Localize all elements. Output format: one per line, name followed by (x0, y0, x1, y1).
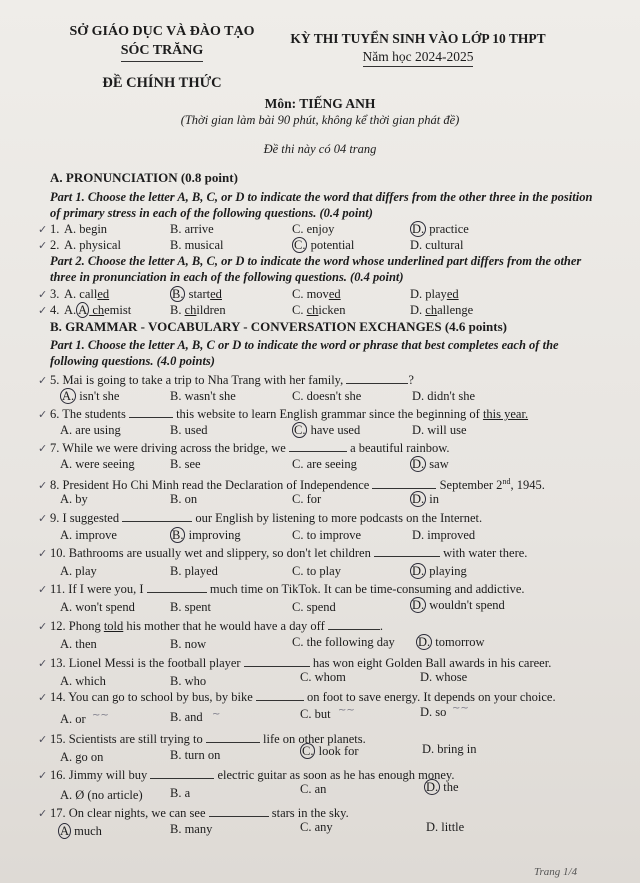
q3-option-c: C. moved (292, 287, 341, 301)
question-12: ✓ 12. Phong told his mother that he would have a day off . (38, 619, 383, 633)
check-mark-icon: ✓ (38, 289, 48, 301)
q9-option-a: A. improve (60, 528, 117, 542)
q5-option-a: A. isn't she (62, 389, 120, 403)
q12-option-d: D. tomorrow (418, 635, 485, 649)
q16-option-a: A. Ø (no article) (60, 788, 143, 802)
answer-circle: C. (294, 423, 306, 437)
q10-option-a: A. play (60, 564, 97, 578)
q15-option-a: A. go on (60, 750, 104, 764)
q5-option-c: C. doesn't she (292, 389, 362, 403)
check-mark-icon: ✓ (38, 443, 48, 455)
q4-option-a: A. A chemist (64, 303, 132, 317)
q6-option-c: C. have used (294, 423, 361, 437)
q3-option-a: A. called (64, 287, 110, 301)
subject-title: Môn: TIẾNG ANH (264, 96, 376, 111)
q9-option-b: B. improving (172, 528, 241, 542)
question-3-number: ✓ 3. (38, 287, 60, 301)
school-year: Năm học 2024-2025 (363, 48, 474, 67)
q7-option-b: B. see (170, 457, 201, 471)
answer-blank (122, 510, 192, 522)
answer-circle: C. (294, 238, 306, 252)
answer-circle: D. (412, 222, 425, 236)
q4-option-d: D. challenge (410, 303, 474, 317)
answer-circle: A (60, 824, 70, 838)
question-4-number: ✓ 4. (38, 303, 60, 317)
answer-circle: D. (426, 780, 439, 794)
answer-circle: B. (172, 528, 184, 542)
check-mark-icon: ✓ (38, 770, 48, 782)
q12-option-b: B. now (170, 637, 207, 651)
q4-option-c: C. chicken (292, 303, 346, 317)
answer-circle: A. (62, 389, 75, 403)
check-mark-icon: ✓ (38, 808, 48, 820)
answer-blank (206, 731, 260, 743)
answer-blank (244, 655, 310, 667)
question-2-number: ✓ 2. (38, 238, 60, 252)
check-mark-icon: ✓ (38, 621, 48, 633)
question-7: ✓ 7. While we were driving across the bridge, we a beautiful rainbow. (38, 441, 450, 455)
q11-option-a: A. won't spend (60, 600, 135, 614)
answer-blank (129, 406, 173, 418)
q7-option-a: A. were seeing (60, 457, 135, 471)
q2-option-a: A. physical (64, 238, 121, 252)
province-name: SÓC TRĂNG (121, 41, 204, 62)
q6-option-b: B. used (170, 423, 208, 437)
q4-option-b: B. children (170, 303, 226, 317)
answer-circle: D. (412, 564, 425, 578)
question-11: ✓ 11. If I were you, I much time on TikTok. It can be time-consuming and addictive. (38, 582, 525, 596)
question-16: ✓ 16. Jimmy will buy electric guitar as soon as he has enough money. (38, 768, 455, 782)
exam-title: KỲ THI TUYỂN SINH VÀO LỚP 10 THPT (290, 31, 546, 46)
answer-blank (209, 805, 269, 817)
section-a-part2-line1: Part 2. Choose the letter A, B, C, or D to indicate the word whose underlined part differs from the other (50, 254, 582, 268)
section-a-title: A. PRONUNCIATION (0.8 point) (50, 170, 238, 185)
q14-option-d: D. so (420, 705, 447, 719)
section-a-part1-line2: of primary stress in each of the following questions. (0.4 point) (50, 206, 373, 220)
answer-circle: A (78, 303, 88, 317)
q14-option-c: C. but (300, 707, 331, 721)
q6-option-d: D. will use (412, 423, 467, 437)
answer-circle: D. (412, 457, 425, 471)
q1-option-b: B. arrive (170, 222, 214, 236)
q2-option-d: D. cultural (410, 238, 464, 252)
handwritten-scribble: ~~ (338, 705, 355, 716)
q1-option-d: D. practice (412, 222, 469, 236)
answer-blank (328, 618, 380, 630)
check-mark-icon: ✓ (38, 658, 48, 670)
section-a-part2-line2: three in pronunciation in each of the following questions. (0.4 point) (50, 270, 404, 284)
q8-option-d: D. in (412, 492, 440, 506)
answer-circle: C. (302, 744, 314, 758)
department-header (52, 22, 272, 93)
q13-option-d: D. whose (420, 670, 468, 684)
q17-option-d: D. little (426, 820, 465, 834)
q13-option-b: B. who (170, 674, 207, 688)
q10-option-b: B. played (170, 564, 218, 578)
q7-option-c: C. are seeing (292, 457, 357, 471)
q12-option-c: C. the following day (292, 635, 395, 649)
official-label: ĐỀ CHÍNH THỨC (102, 75, 222, 91)
q8-option-b: B. on (170, 492, 198, 506)
q14-option-a: A. or (60, 712, 86, 726)
answer-blank (289, 440, 347, 452)
q15-option-d: D. bring in (422, 742, 477, 756)
check-mark-icon: ✓ (38, 240, 48, 252)
answer-blank (147, 581, 207, 593)
q8-option-c: C. for (292, 492, 322, 506)
q17-option-c: C. any (300, 820, 333, 834)
question-13: ✓ 13. Lionel Messi is the football player has won eight Golden Ball awards in his career. (38, 656, 552, 670)
answer-circle: D. (418, 635, 431, 649)
answer-blank (150, 767, 214, 779)
q10-option-c: C. to play (292, 564, 341, 578)
answer-blank (256, 689, 304, 701)
time-note: (Thời gian làm bài 90 phút, không kể thời gian phát đề) (180, 113, 460, 127)
answer-blank (346, 372, 408, 384)
q17-option-a: A much (60, 824, 102, 838)
question-14: ✓ 14. You can go to school by bus, by bike on foot to save energy. It depends on your choice. (38, 690, 556, 704)
check-mark-icon: ✓ (38, 548, 48, 560)
check-mark-icon: ✓ (38, 409, 48, 421)
q9-option-c: C. to improve (292, 528, 362, 542)
answer-circle: B. (172, 287, 184, 301)
section-a-part1-line1: Part 1. Choose the letter A, B, C, or D to indicate the word that differs from the other three in the position (50, 190, 593, 204)
q7-option-d: D. saw (412, 457, 449, 471)
q15-option-c: C. look for (302, 744, 359, 758)
answer-blank (372, 477, 436, 489)
q11-option-b: B. spent (170, 600, 211, 614)
q10-option-d: D. playing (412, 564, 467, 578)
exam-header (278, 30, 558, 67)
handwritten-scribble: ~~ (92, 710, 109, 721)
check-mark-icon: ✓ (38, 513, 48, 525)
q16-option-d: D. the (426, 780, 459, 794)
question-8: ✓ 8. President Ho Chi Minh read the Declaration of Independence September 2nd, 1945. (38, 477, 545, 493)
q12-option-a: A. then (60, 637, 97, 651)
check-mark-icon: ✓ (38, 480, 48, 493)
q11-option-d: D. wouldn't spend (412, 598, 505, 612)
check-mark-icon: ✓ (38, 692, 48, 704)
q5-option-d: D. didn't she (412, 389, 476, 403)
check-mark-icon: ✓ (38, 224, 48, 236)
section-b-part1-line1: Part 1. Choose the letter A, B, C or D to indicate the word or phrase that best completes each of the (50, 338, 559, 352)
q16-option-c: C. an (300, 782, 327, 796)
page-count-note: Đề thi này có 04 trang (263, 142, 377, 156)
question-17: ✓ 17. On clear nights, we can see stars in the sky. (38, 806, 349, 820)
check-mark-icon: ✓ (38, 584, 48, 596)
question-9: ✓ 9. I suggested our English by listening to more podcasts on the Internet. (38, 511, 483, 525)
question-1-number: ✓ 1. (38, 222, 60, 236)
check-mark-icon: ✓ (38, 305, 48, 317)
question-10: ✓ 10. Bathrooms are usually wet and slippery, so don't let children with water there. (38, 546, 528, 560)
section-b-part1-line2: following questions. (4.0 points) (50, 354, 215, 368)
section-b-title: B. GRAMMAR - VOCABULARY - CONVERSATION EXCHANGES (4.6 points) (50, 319, 507, 334)
q17-option-b: B. many (170, 822, 213, 836)
q16-option-b: B. a (170, 786, 191, 800)
check-mark-icon: ✓ (38, 734, 48, 746)
q1-option-a: A. begin (64, 222, 108, 236)
question-6: ✓ 6. The students this website to learn English grammar since the beginning of this year. (38, 407, 529, 421)
q3-option-b: B. started (172, 287, 222, 301)
answer-blank (374, 545, 440, 557)
q2-option-b: B. musical (170, 238, 224, 252)
check-mark-icon: ✓ (38, 375, 48, 387)
q9-option-d: D. improved (412, 528, 476, 542)
q3-option-d: D. played (410, 287, 459, 301)
q11-option-c: C. spend (292, 600, 336, 614)
answer-circle: D. (412, 492, 425, 506)
q14-option-b: B. and (170, 710, 203, 724)
question-5: ✓ 5. Mai is going to take a trip to Nha Trang with her family, ? (38, 373, 414, 387)
q1-option-c: C. enjoy (292, 222, 335, 236)
q6-option-a: A. are using (60, 423, 121, 437)
q13-option-a: A. which (60, 674, 106, 688)
q2-option-c: C. potential (294, 238, 355, 252)
q8-option-a: A. by (60, 492, 88, 506)
q5-option-b: B. wasn't she (170, 389, 236, 403)
q15-option-b: B. turn on (170, 748, 221, 762)
department-name: SỞ GIÁO DỤC VÀ ĐÀO TẠO (69, 24, 255, 39)
answer-circle: D. (412, 598, 425, 612)
page-number: Trang 1/4 (534, 866, 578, 878)
handwritten-scribble: ~ (212, 709, 221, 720)
q13-option-c: C. whom (300, 670, 346, 684)
question-15: ✓ 15. Scientists are still trying to life on other planets. (38, 732, 366, 746)
handwritten-scribble: ~~ (452, 703, 469, 714)
